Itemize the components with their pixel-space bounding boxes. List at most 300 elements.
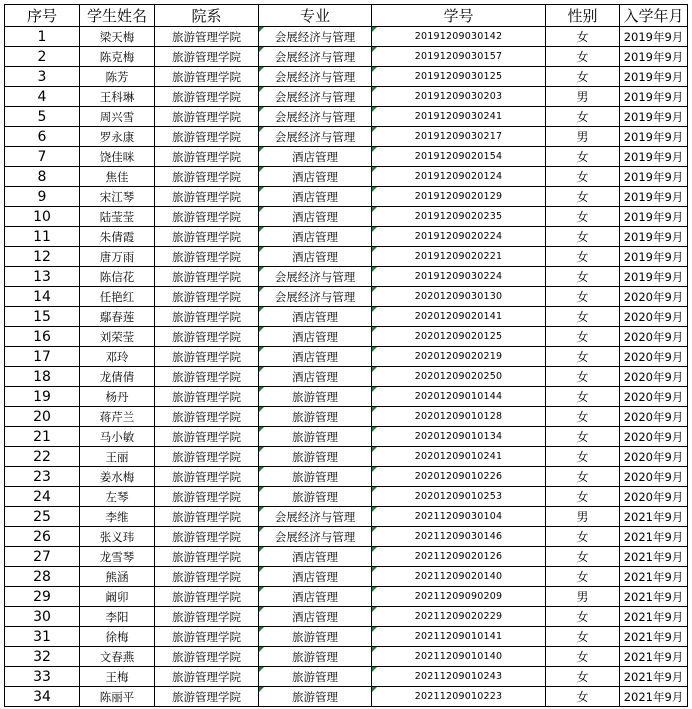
cell-student-id[interactable] [372,67,546,87]
cell-enroll-date-text: 2019年9月 [623,209,684,224]
cell-department-text: 旅游管理学院 [172,609,241,624]
cell-gender[interactable] [546,67,620,87]
cell-student-id[interactable] [372,507,546,527]
cell-major[interactable] [259,547,372,567]
cell-seq[interactable] [5,87,80,107]
cell-enroll-date[interactable] [620,507,688,527]
cell-name[interactable] [80,307,155,327]
cell-department[interactable] [155,307,259,327]
cell-major[interactable] [259,587,372,607]
cell-student-id[interactable] [372,87,546,107]
cell-seq[interactable] [5,227,80,247]
cell-name[interactable] [80,507,155,527]
cell-student-id[interactable] [372,167,546,187]
cell-major[interactable] [259,127,372,147]
cell-department[interactable] [155,107,259,127]
cell-enroll-date[interactable] [620,87,688,107]
cell-major[interactable] [259,407,372,427]
cell-name-text: 文春燕 [99,649,135,664]
cell-name[interactable] [80,287,155,307]
cell-enroll-date[interactable] [620,387,688,407]
cell-major[interactable] [259,607,372,627]
cell-name[interactable] [80,347,155,367]
cell-student-id-text: 20201209010253 [414,491,503,502]
cell-gender[interactable] [546,587,620,607]
cell-enroll-date[interactable] [620,687,688,707]
cell-gender[interactable] [546,207,620,227]
cell-student-id-text: 20211209020140 [414,571,503,582]
cell-department[interactable] [155,367,259,387]
cell-student-id[interactable] [372,207,546,227]
cell-seq-text: 3 [37,68,47,85]
cell-name[interactable] [80,327,155,347]
cell-major[interactable] [259,627,372,647]
cell-gender[interactable] [546,547,620,567]
cell-name[interactable] [80,147,155,167]
cell-department[interactable] [155,407,259,427]
cell-student-id[interactable] [372,427,546,447]
cell-major[interactable] [259,207,372,227]
cell-enroll-date[interactable] [620,267,688,287]
cell-gender[interactable] [546,467,620,487]
cell-student-id[interactable] [372,547,546,567]
cell-enroll-date[interactable] [620,467,688,487]
cell-major[interactable] [259,487,372,507]
header-major: 专业 [259,5,372,27]
cell-student-id[interactable] [372,287,546,307]
cell-department[interactable] [155,247,259,267]
cell-major[interactable] [259,227,372,247]
cell-seq[interactable] [5,327,80,347]
cell-seq-text: 2 [37,48,47,65]
cell-name[interactable] [80,87,155,107]
cell-student-id[interactable] [372,387,546,407]
cell-enroll-date[interactable] [620,427,688,447]
cell-department[interactable] [155,27,259,47]
cell-enroll-date[interactable] [620,47,688,67]
cell-enroll-date[interactable] [620,247,688,267]
cell-name[interactable] [80,627,155,647]
cell-gender[interactable] [546,667,620,687]
cell-major[interactable] [259,287,372,307]
text-number-marker-icon [372,667,377,672]
cell-name[interactable] [80,407,155,427]
cell-major[interactable] [259,507,372,527]
cell-gender[interactable] [546,187,620,207]
cell-enroll-date[interactable] [620,127,688,147]
cell-major[interactable] [259,647,372,667]
cell-name[interactable] [80,367,155,387]
cell-department[interactable] [155,227,259,247]
cell-department-text: 旅游管理学院 [172,649,241,664]
cell-gender[interactable] [546,287,620,307]
cell-enroll-date[interactable] [620,327,688,347]
cell-major[interactable] [259,347,372,367]
cell-student-id[interactable] [372,487,546,507]
cell-seq[interactable] [5,247,80,267]
cell-major[interactable] [259,687,372,707]
cell-major[interactable] [259,167,372,187]
cell-name[interactable] [80,607,155,627]
cell-gender[interactable] [546,267,620,287]
cell-seq[interactable] [5,27,80,47]
cell-seq[interactable] [5,587,80,607]
cell-department-text: 旅游管理学院 [172,689,241,704]
cell-gender[interactable] [546,487,620,507]
cell-student-id[interactable] [372,587,546,607]
cell-student-id[interactable] [372,407,546,427]
cell-student-id[interactable] [372,27,546,47]
cell-enroll-date[interactable] [620,187,688,207]
cell-student-id[interactable] [372,627,546,647]
cell-name[interactable] [80,207,155,227]
cell-gender[interactable] [546,607,620,627]
cell-student-id-text: 20191209020224 [414,231,503,242]
cell-enroll-date[interactable] [620,607,688,627]
cell-enroll-date[interactable] [620,287,688,307]
cell-enroll-date[interactable] [620,207,688,227]
cell-department[interactable] [155,387,259,407]
cell-department[interactable] [155,627,259,647]
cell-seq-text: 24 [33,488,51,505]
text-number-marker-icon [372,627,377,632]
cell-gender[interactable] [546,307,620,327]
cell-seq[interactable] [5,307,80,327]
cell-major[interactable] [259,447,372,467]
cell-name[interactable] [80,447,155,467]
cell-gender[interactable] [546,567,620,587]
cell-student-id-text: 20191209030125 [414,71,503,82]
cell-major-text: 旅游管理 [292,429,338,444]
cell-name[interactable] [80,587,155,607]
cell-enroll-date[interactable] [620,667,688,687]
cell-major[interactable] [259,327,372,347]
cell-major[interactable] [259,307,372,327]
cell-student-id-text: 20211209010223 [414,691,503,702]
cell-seq-text: 23 [33,468,51,485]
cell-gender-text: 女 [576,250,589,264]
cell-seq[interactable] [5,347,80,367]
cell-enroll-date[interactable] [620,547,688,567]
table-row [5,607,688,627]
cell-gender[interactable] [546,227,620,247]
cell-seq[interactable] [5,527,80,547]
cell-major[interactable] [259,67,372,87]
cell-gender[interactable] [546,147,620,167]
cell-student-id-text: 20211209020229 [414,611,503,622]
cell-department[interactable] [155,287,259,307]
text-number-marker-icon [259,627,264,632]
cell-student-id[interactable] [372,107,546,127]
cell-enroll-date[interactable] [620,147,688,167]
cell-gender[interactable] [546,447,620,467]
cell-gender-text: 女 [576,570,589,584]
cell-department[interactable] [155,487,259,507]
text-number-marker-icon [259,67,264,72]
cell-name[interactable] [80,467,155,487]
cell-name[interactable] [80,167,155,187]
cell-seq[interactable] [5,127,80,147]
cell-student-id[interactable] [372,607,546,627]
cell-seq[interactable] [5,447,80,467]
cell-seq[interactable] [5,367,80,387]
cell-department[interactable] [155,147,259,167]
cell-major[interactable] [259,187,372,207]
cell-student-id[interactable] [372,307,546,327]
cell-department[interactable] [155,607,259,627]
cell-student-id[interactable] [372,447,546,467]
cell-department[interactable] [155,187,259,207]
cell-gender[interactable] [546,27,620,47]
cell-enroll-date[interactable] [620,107,688,127]
cell-student-id[interactable] [372,127,546,147]
cell-gender[interactable] [546,107,620,127]
cell-name[interactable] [80,27,155,47]
text-number-marker-icon [372,147,377,152]
cell-major[interactable] [259,427,372,447]
cell-department-text: 旅游管理学院 [172,629,241,644]
cell-seq-text: 20 [33,408,51,425]
cell-enroll-date[interactable] [620,627,688,647]
cell-student-id[interactable] [372,47,546,67]
cell-enroll-date[interactable] [620,167,688,187]
text-number-marker-icon [259,127,264,132]
cell-department[interactable] [155,167,259,187]
cell-major[interactable] [259,87,372,107]
cell-gender[interactable] [546,247,620,267]
cell-seq[interactable] [5,687,80,707]
cell-major-text: 酒店管理 [292,189,338,204]
cell-student-id[interactable] [372,667,546,687]
cell-enroll-date[interactable] [620,587,688,607]
cell-enroll-date-text: 2021年9月 [623,549,684,564]
cell-enroll-date[interactable] [620,527,688,547]
cell-major[interactable] [259,247,372,267]
cell-enroll-date[interactable] [620,227,688,247]
cell-name[interactable] [80,127,155,147]
cell-gender[interactable] [546,127,620,147]
cell-enroll-date[interactable] [620,407,688,427]
cell-name[interactable] [80,247,155,267]
cell-student-id[interactable] [372,367,546,387]
cell-department[interactable] [155,47,259,67]
cell-student-id[interactable] [372,267,546,287]
cell-department-text: 旅游管理学院 [172,469,241,484]
cell-gender[interactable] [546,347,620,367]
cell-major[interactable] [259,667,372,687]
cell-major[interactable] [259,107,372,127]
cell-seq-text: 10 [33,208,51,225]
cell-major[interactable] [259,567,372,587]
cell-student-id[interactable] [372,227,546,247]
cell-name[interactable] [80,647,155,667]
cell-enroll-date-text: 2020年9月 [623,329,684,344]
cell-department-text: 旅游管理学院 [172,549,241,564]
cell-department[interactable] [155,207,259,227]
cell-enroll-date[interactable] [620,567,688,587]
cell-seq[interactable] [5,607,80,627]
cell-department[interactable] [155,447,259,467]
cell-name-text: 宋江琴 [99,189,135,204]
cell-enroll-date-text: 2021年9月 [623,509,684,524]
table-row [5,207,688,227]
cell-seq[interactable] [5,287,80,307]
cell-department-text: 旅游管理学院 [172,229,241,244]
cell-gender[interactable] [546,407,620,427]
cell-name[interactable] [80,187,155,207]
cell-gender[interactable] [546,647,620,667]
cell-gender[interactable] [546,327,620,347]
cell-student-id[interactable] [372,687,546,707]
cell-name[interactable] [80,387,155,407]
cell-enroll-date[interactable] [620,347,688,367]
cell-name[interactable] [80,547,155,567]
cell-gender-text: 女 [576,390,589,404]
cell-department[interactable] [155,667,259,687]
table-row [5,407,688,427]
cell-gender[interactable] [546,627,620,647]
cell-name[interactable] [80,227,155,247]
cell-enroll-date-text: 2019年9月 [623,49,684,64]
cell-name[interactable] [80,267,155,287]
cell-major[interactable] [259,27,372,47]
cell-gender[interactable] [546,47,620,67]
cell-enroll-date[interactable] [620,27,688,47]
cell-name-text: 龙倩倩 [99,369,135,384]
cell-seq[interactable] [5,267,80,287]
cell-student-id[interactable] [372,147,546,167]
table-row [5,367,688,387]
cell-department[interactable] [155,267,259,287]
cell-major-text: 会展经济与管理 [274,109,356,124]
cell-seq[interactable] [5,487,80,507]
cell-name[interactable] [80,487,155,507]
cell-department[interactable] [155,547,259,567]
cell-enroll-date[interactable] [620,307,688,327]
cell-enroll-date[interactable] [620,67,688,87]
cell-department-text: 旅游管理学院 [172,429,241,444]
cell-department[interactable] [155,347,259,367]
cell-department[interactable] [155,647,259,667]
cell-enroll-date[interactable] [620,367,688,387]
cell-student-id[interactable] [372,247,546,267]
cell-enroll-date[interactable] [620,447,688,467]
cell-seq[interactable] [5,507,80,527]
cell-student-id[interactable] [372,567,546,587]
cell-gender[interactable] [546,167,620,187]
cell-seq[interactable] [5,47,80,67]
table-row [5,107,688,127]
cell-name[interactable] [80,47,155,67]
cell-gender-text: 男 [576,130,589,144]
cell-seq[interactable] [5,67,80,87]
cell-name[interactable] [80,567,155,587]
cell-name[interactable] [80,427,155,447]
cell-seq[interactable] [5,627,80,647]
cell-gender[interactable] [546,87,620,107]
cell-department[interactable] [155,687,259,707]
cell-name[interactable] [80,527,155,547]
cell-major[interactable] [259,527,372,547]
cell-department[interactable] [155,587,259,607]
cell-department[interactable] [155,507,259,527]
cell-seq-text: 18 [33,368,51,385]
cell-department[interactable] [155,427,259,447]
cell-student-id-text: 20191209020129 [414,191,503,202]
cell-enroll-date[interactable] [620,487,688,507]
cell-student-id[interactable] [372,327,546,347]
cell-seq[interactable] [5,667,80,687]
cell-student-id[interactable] [372,467,546,487]
cell-enroll-date-text: 2019年9月 [623,189,684,204]
cell-department[interactable] [155,327,259,347]
cell-major[interactable] [259,367,372,387]
cell-department[interactable] [155,87,259,107]
cell-major[interactable] [259,387,372,407]
cell-department[interactable] [155,67,259,87]
cell-name[interactable] [80,107,155,127]
cell-student-id[interactable] [372,647,546,667]
cell-name[interactable] [80,667,155,687]
cell-seq-text: 5 [37,108,47,125]
cell-seq-text: 22 [33,448,51,465]
cell-department[interactable] [155,567,259,587]
table-row [5,27,688,47]
cell-name-text: 周兴雪 [99,109,135,124]
cell-seq[interactable] [5,387,80,407]
cell-gender[interactable] [546,387,620,407]
cell-seq[interactable] [5,547,80,567]
cell-seq[interactable] [5,467,80,487]
cell-major[interactable] [259,267,372,287]
cell-department[interactable] [155,127,259,147]
cell-seq[interactable] [5,207,80,227]
cell-major[interactable] [259,467,372,487]
cell-name[interactable] [80,67,155,87]
cell-enroll-date-text: 2021年9月 [623,649,684,664]
cell-major[interactable] [259,147,372,167]
cell-gender-text: 女 [576,430,589,444]
cell-seq[interactable] [5,107,80,127]
cell-gender-text: 女 [576,30,589,44]
cell-name[interactable] [80,687,155,707]
cell-gender[interactable] [546,507,620,527]
cell-name-text: 左琴 [105,489,129,504]
cell-seq[interactable] [5,167,80,187]
cell-student-id[interactable] [372,187,546,207]
cell-department[interactable] [155,527,259,547]
cell-name-text: 徐梅 [105,629,129,644]
cell-major-text: 会展经济与管理 [274,289,356,304]
cell-gender[interactable] [546,687,620,707]
cell-gender[interactable] [546,527,620,547]
cell-enroll-date[interactable] [620,647,688,667]
cell-seq[interactable] [5,407,80,427]
cell-seq[interactable] [5,187,80,207]
cell-seq[interactable] [5,427,80,447]
cell-student-id-text: 20201209010144 [414,391,503,402]
cell-student-id[interactable] [372,347,546,367]
cell-student-id[interactable] [372,527,546,547]
cell-seq[interactable] [5,147,80,167]
cell-seq[interactable] [5,567,80,587]
table-row [5,347,688,367]
cell-gender[interactable] [546,427,620,447]
cell-seq[interactable] [5,647,80,667]
cell-major[interactable] [259,47,372,67]
cell-department[interactable] [155,467,259,487]
cell-gender[interactable] [546,367,620,387]
